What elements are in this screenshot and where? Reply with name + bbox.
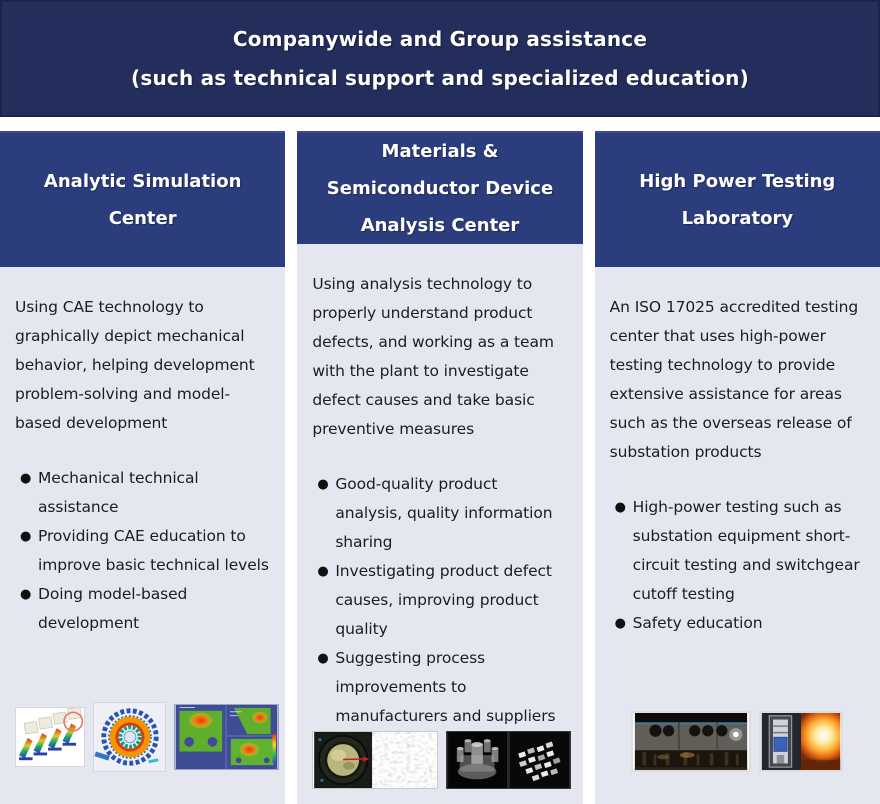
column-3-body <box>595 267 880 804</box>
column-1-bullet-list <box>15 464 270 638</box>
column-2-images <box>312 731 567 789</box>
cad-analysis-screenshot-image <box>174 704 279 770</box>
column-2-header <box>297 131 582 244</box>
top-banner <box>0 0 880 117</box>
bullet-icon: ● <box>317 651 329 666</box>
columns-container <box>0 131 880 804</box>
column-title-line: High Power Testing <box>639 171 836 192</box>
bullet-icon: ● <box>317 477 329 492</box>
column-1-images <box>15 702 270 772</box>
bullet-list-item: ● Doing model-based development <box>15 580 270 638</box>
column-title-line: Analytic Simulation <box>43 171 242 192</box>
bullet-icon: ● <box>614 616 626 631</box>
bullet-list-item: ● Mechanical technical assistance <box>15 464 270 522</box>
bullet-icon: ● <box>614 500 626 515</box>
column-analytic-simulation-center <box>0 131 285 804</box>
column-1-header <box>0 131 285 267</box>
microscope-sem-image <box>312 731 438 789</box>
column-3-images <box>610 711 865 772</box>
column-3-description: An ISO 17025 accredited testing center that uses high-power testing technology to provide extensive assistance for areas such as the overseas release of substation products <box>609 298 859 461</box>
test-lab-image <box>631 711 751 772</box>
column-title-line: Center <box>108 208 177 229</box>
column-3-bullet-list <box>610 493 865 638</box>
column-2-body <box>297 244 582 804</box>
bullet-list-item: ● Investigating product defect causes, improving product quality <box>312 557 567 644</box>
column-1-description: Using CAE technology to graphically depict mechanical behavior, helping development problem-solving and model-based development <box>15 298 255 432</box>
bullet-icon: ● <box>20 529 32 544</box>
column-title-line: Laboratory <box>681 208 794 229</box>
bullet-icon: ● <box>20 587 32 602</box>
bullet-list-item: ● Suggesting process improvements to manufacturers and suppliers <box>312 644 567 731</box>
bullet-icon: ● <box>317 564 329 579</box>
banner-title-line1: Companywide and Group assistance <box>232 26 648 51</box>
column-title-line: Materials & <box>381 141 499 162</box>
bullet-list-item: ● Safety education <box>610 609 865 638</box>
column-1-body <box>0 267 285 804</box>
bullet-list-item: ● Providing CAE education to improve basic technical levels <box>15 522 270 580</box>
column-high-power-testing-laboratory <box>595 131 880 804</box>
motor-thermal-simulation-image <box>93 702 166 772</box>
bullet-list-item: ● High-power testing such as substation equipment short-circuit testing and switchgear cutoff testing <box>610 493 865 609</box>
column-title-line: Analysis Center <box>360 215 520 236</box>
xray-ct-image <box>446 731 571 789</box>
bullet-icon: ● <box>20 471 32 486</box>
banner-title-line2: (such as technical support and specialized education) <box>131 65 749 90</box>
cae-stress-steps-image <box>15 707 85 767</box>
column-2-description: Using analysis technology to properly understand product defects, and working as a team with the plant to investigate defect causes and take basic preventive measures <box>312 275 554 438</box>
bullet-list-item: ● Good-quality product analysis, quality information sharing <box>312 470 567 557</box>
column-materials-semiconductor-analysis-center <box>297 131 582 804</box>
arc-explosion-image <box>759 711 843 772</box>
column-title-line: Semiconductor Device <box>326 178 554 199</box>
column-2-bullet-list <box>312 470 567 731</box>
column-3-header <box>595 131 880 267</box>
